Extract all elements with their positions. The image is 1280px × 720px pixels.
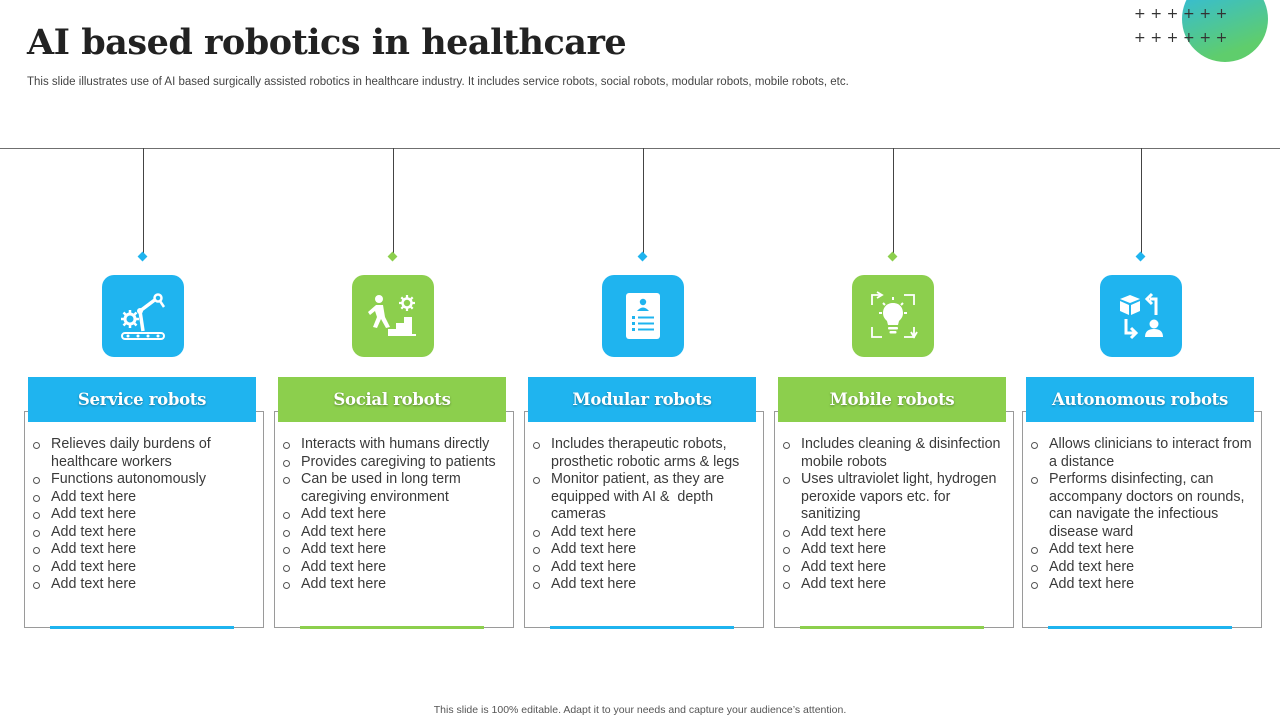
list-item: Interacts with humans directly [283, 436, 508, 454]
feature-list [1031, 436, 1256, 594]
accent-bar [300, 626, 484, 629]
accent-bar [1048, 626, 1232, 629]
category-column [274, 148, 514, 633]
category-header: Social robots [278, 377, 506, 422]
list-item: Add text here [783, 576, 1008, 594]
list-item: Add text here [283, 541, 508, 559]
category-header: Service robots [28, 377, 256, 422]
list-item: Add text here [33, 489, 258, 507]
list-item: Relieves daily burdens of healthcare workers [33, 436, 258, 471]
category-column [24, 148, 264, 633]
profile-document-icon [616, 289, 670, 343]
icon-tile [102, 275, 184, 357]
list-item: Includes cleaning & disinfection mobile robots [783, 436, 1008, 471]
list-item: Add text here [33, 576, 258, 594]
category-column [524, 148, 764, 633]
connector-line [643, 148, 644, 256]
connector-diamond [388, 252, 398, 262]
accent-bar [800, 626, 984, 629]
list-item: Add text here [33, 524, 258, 542]
lightbulb-idea-icon [866, 289, 920, 343]
feature-list [33, 436, 258, 594]
person-climbing-steps-gear-icon [366, 289, 420, 343]
connector-line [393, 148, 394, 256]
list-item: Add text here [783, 541, 1008, 559]
list-item: Add text here [283, 524, 508, 542]
list-item: Add text here [783, 559, 1008, 577]
connector-line [143, 148, 144, 256]
list-item: Add text here [33, 541, 258, 559]
connector-diamond [888, 252, 898, 262]
list-item: Add text here [783, 524, 1008, 542]
accent-bar [50, 626, 234, 629]
list-item: Provides caregiving to patients [283, 454, 508, 472]
decorative-plus-pattern: ++++++ [1134, 6, 1232, 22]
connector-diamond [138, 252, 148, 262]
list-item: Add text here [33, 506, 258, 524]
list-item: Add text here [533, 559, 758, 577]
category-header: Autonomous robots [1026, 377, 1254, 422]
robotic-arm-gear-icon [116, 289, 170, 343]
list-item: Add text here [533, 524, 758, 542]
connector-line [893, 148, 894, 256]
list-item: Add text here [533, 576, 758, 594]
page-subtitle: This slide illustrates use of AI based surgically assisted robotics in healthcare industry. It includes service robots, social robots, modular robots, mobile robots, etc. [27, 76, 849, 88]
feature-list [783, 436, 1008, 594]
list-item: Add text here [1031, 541, 1256, 559]
list-item: Functions autonomously [33, 471, 258, 489]
list-item: Includes therapeutic robots, prosthetic robotic arms & legs [533, 436, 758, 471]
connector-diamond [1136, 252, 1146, 262]
list-item: Add text here [283, 506, 508, 524]
connector-diamond [638, 252, 648, 262]
list-item: Add text here [1031, 559, 1256, 577]
list-item: Add text here [1031, 576, 1256, 594]
list-item: Uses ultraviolet light, hydrogen peroxide vapors etc. for sanitizing [783, 471, 1008, 524]
list-item: Allows clinicians to interact from a distance [1031, 436, 1256, 471]
category-header: Modular robots [528, 377, 756, 422]
page-title: AI based robotics in healthcare [27, 22, 627, 63]
category-column [1022, 148, 1262, 633]
list-item: Add text here [33, 559, 258, 577]
list-item: Performs disinfecting, can accompany doctors on rounds, can navigate the infectious disease ward [1031, 471, 1256, 541]
list-item: Add text here [283, 576, 508, 594]
list-item: Add text here [283, 559, 508, 577]
icon-tile [1100, 275, 1182, 357]
icon-tile [352, 275, 434, 357]
list-item: Monitor patient, as they are equipped with AI & depth cameras [533, 471, 758, 524]
decorative-plus-pattern: ++++++ [1134, 30, 1232, 46]
list-item: Add text here [533, 541, 758, 559]
footer-note: This slide is 100% editable. Adapt it to your needs and capture your audience’s attention. [433, 704, 847, 716]
connector-line [1141, 148, 1142, 256]
feature-list [283, 436, 508, 594]
icon-tile [602, 275, 684, 357]
feature-list [533, 436, 758, 594]
category-header: Mobile robots [778, 377, 1006, 422]
list-item: Can be used in long term caregiving environment [283, 471, 508, 506]
accent-bar [550, 626, 734, 629]
icon-tile [852, 275, 934, 357]
box-arrows-user-icon [1114, 289, 1168, 343]
category-column [774, 148, 1014, 633]
